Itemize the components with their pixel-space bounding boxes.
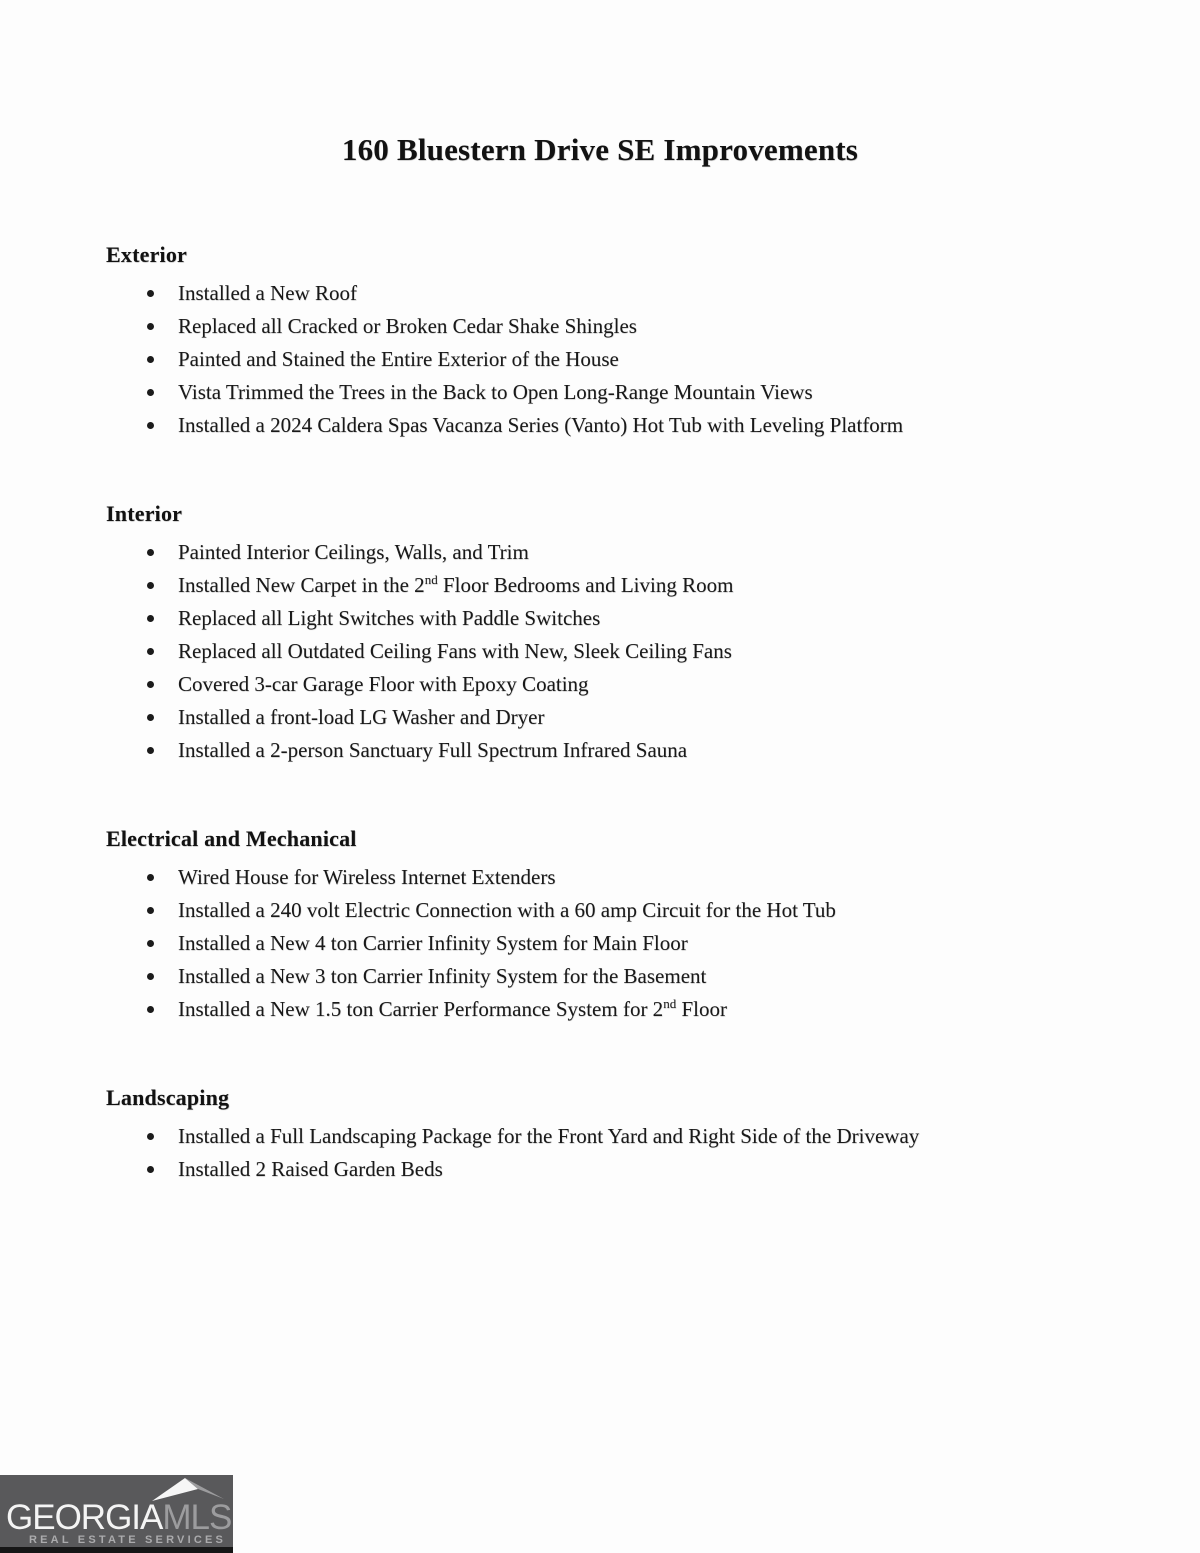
ordinal-superscript: nd	[663, 996, 677, 1011]
list-item: Vista Trimmed the Trees in the Back to Open Long-Range Mountain Views	[178, 376, 1160, 409]
georgia-mls-logo	[0, 1475, 233, 1553]
logo-tagline: REAL ESTATE SERVICES	[29, 1534, 227, 1546]
list-item: Painted and Stained the Entire Exterior of the House	[178, 343, 1160, 376]
section-heading: Exterior	[106, 242, 188, 267]
list-item: Installed a 2-person Sanctuary Full Spectrum Infrared Sauna	[178, 734, 1160, 767]
list-item: Installed New Carpet in the 2nd Floor Bedrooms and Living Room	[178, 569, 1160, 602]
list-item: Replaced all Outdated Ceiling Fans with New, Sleek Ceiling Fans	[178, 635, 1160, 668]
list-item: Installed a New 3 ton Carrier Infinity System for the Basement	[178, 960, 1160, 993]
section-heading: Landscaping	[106, 1085, 230, 1110]
section-exterior	[106, 241, 1160, 442]
list-item: Installed a New 4 ton Carrier Infinity System for Main Floor	[178, 927, 1160, 960]
list-item: Installed a New Roof	[178, 277, 1160, 310]
ordinal-superscript: nd	[424, 572, 438, 587]
page-title: 160 Bluestern Drive SE Improvements	[341, 132, 859, 167]
list-item: Installed a 240 volt Electric Connection with a 60 amp Circuit for the Hot Tub	[178, 894, 1160, 927]
list-item: Replaced all Light Switches with Paddle Switches	[178, 602, 1160, 635]
list-item: Installed a New 1.5 ton Carrier Performance System for 2nd Floor	[178, 993, 1160, 1026]
list-item: Installed a Full Landscaping Package for the Front Yard and Right Side of the Driveway	[178, 1120, 1160, 1153]
list-item: Replaced all Cracked or Broken Cedar Shake Shingles	[178, 310, 1160, 343]
list-item: Painted Interior Ceilings, Walls, and Trim	[178, 536, 1160, 569]
bullet-list	[106, 861, 1160, 1026]
section-electrical-and-mechanical	[106, 825, 1160, 1026]
list-item: Installed a front-load LG Washer and Dryer	[178, 701, 1160, 734]
logo-bottom-bar	[0, 1547, 233, 1553]
improvements-sections	[0, 241, 1200, 1186]
section-heading: Electrical and Mechanical	[106, 826, 357, 851]
logo-brand-secondary: MLS	[162, 1498, 232, 1537]
logo-brand-primary: GEORGIA	[6, 1498, 163, 1537]
section-heading: Interior	[106, 501, 183, 526]
list-item: Covered 3-car Garage Floor with Epoxy Coating	[178, 668, 1160, 701]
bullet-list	[106, 277, 1160, 442]
section-landscaping	[106, 1084, 1160, 1186]
logo-wordmark	[6, 1500, 231, 1535]
list-item: Installed 2 Raised Garden Beds	[178, 1153, 1160, 1186]
list-item: Wired House for Wireless Internet Extenders	[178, 861, 1160, 894]
list-item: Installed a 2024 Caldera Spas Vacanza Series (Vanto) Hot Tub with Leveling Platform	[178, 409, 1160, 442]
section-interior	[106, 500, 1160, 767]
bullet-list	[106, 1120, 1160, 1186]
bullet-list	[106, 536, 1160, 767]
